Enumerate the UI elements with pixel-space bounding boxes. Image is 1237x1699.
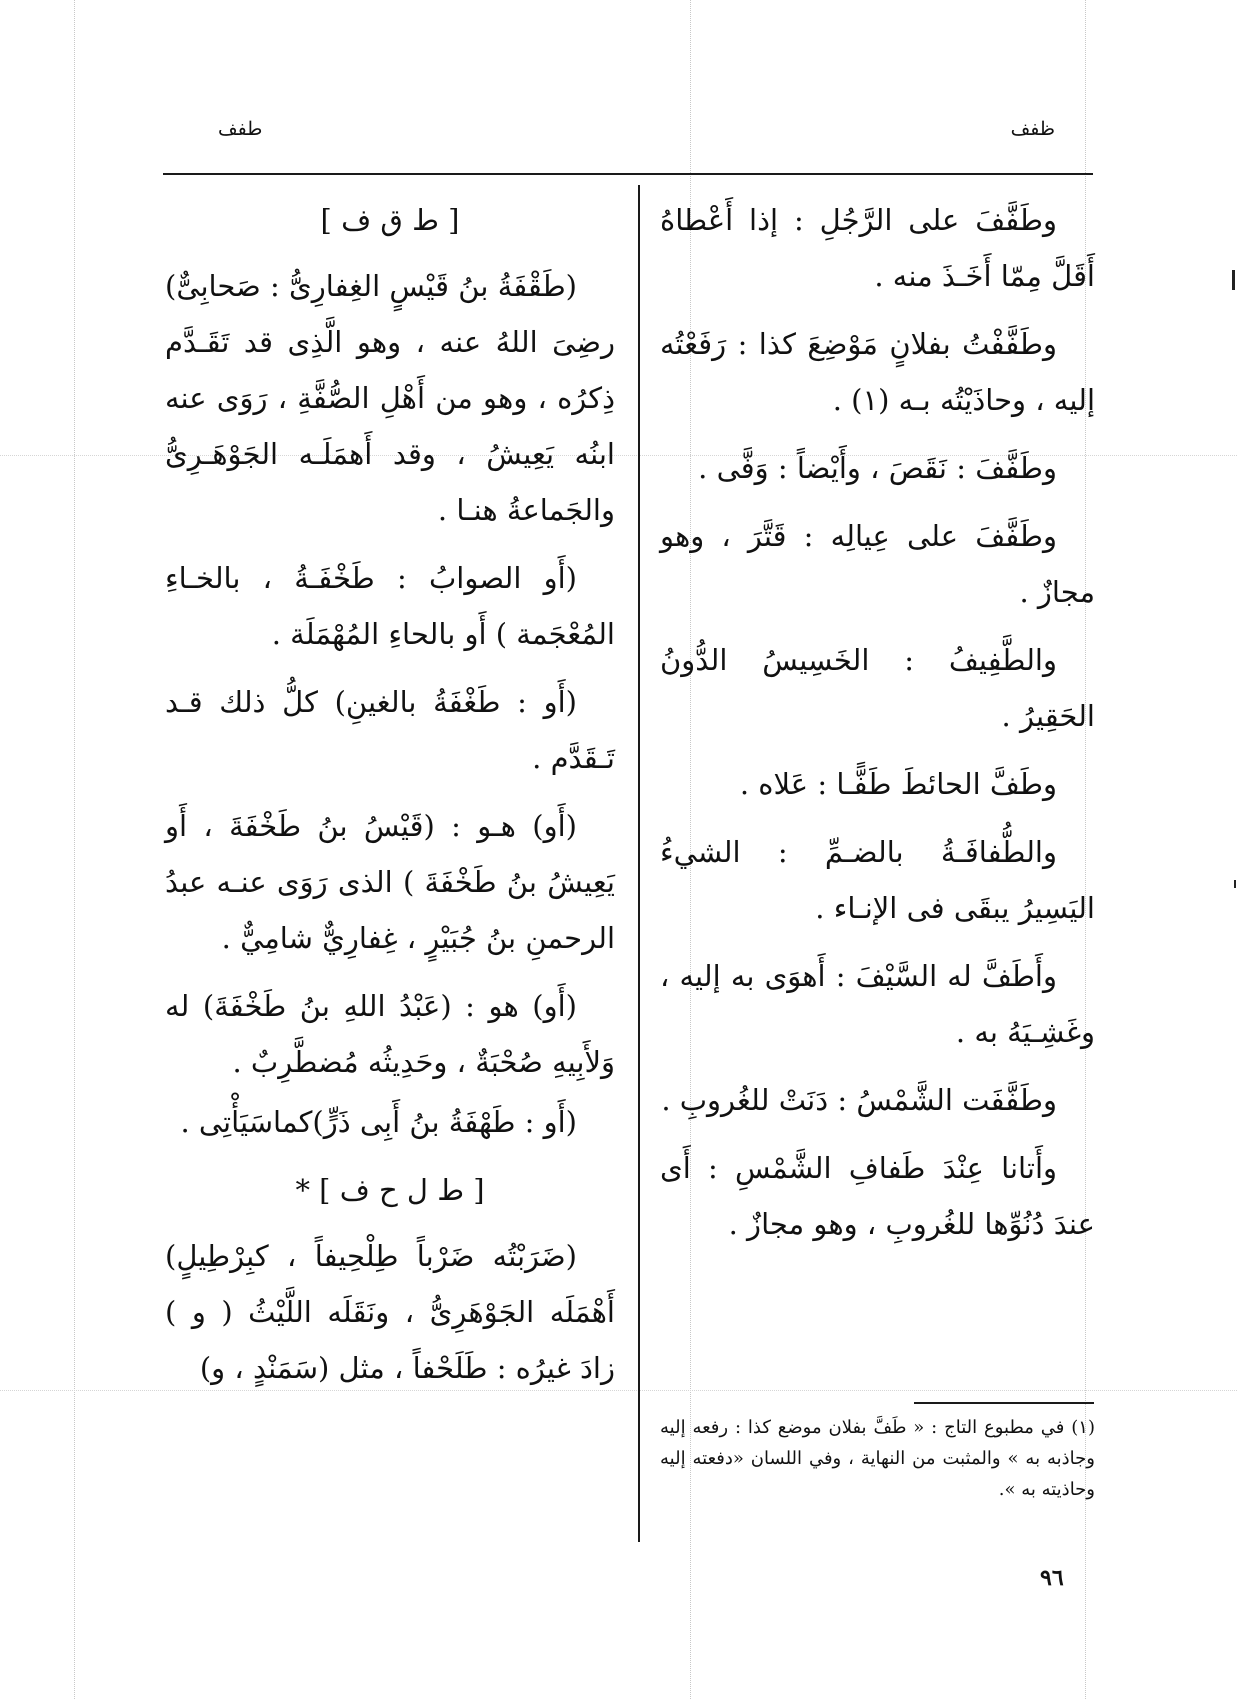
right-column bbox=[660, 192, 1095, 1264]
entry-paragraph: (أَو) هو : (عَبْدُ اللهِ بنُ طَخْفَةَ) له وَلأَبِيهِ صُحْبَةٌ ، وحَدِيثُه مُضطَّرِبٌ . bbox=[165, 989, 615, 1079]
entry-paragraph: وطَفَّفَ على الرَّجُلِ : إذا أَعْطاهُ أَقَلَّ مِمّا أَخَـذَ منه . bbox=[660, 203, 1095, 293]
scan-edge-mark bbox=[1232, 270, 1235, 290]
entry-paragraph: والطُّفافَـةُ بالضـمِّ : الشيءُ اليَسِيرُ يبقَى فى الإنـاء . bbox=[660, 835, 1095, 925]
entry-paragraph: (ضَرَبْتُه ضَرْباً طِلْحِيفاً ، كبِرْطِيلٍ) أَهْمَلَه الجَوْهَرِىُّ ، ونَقَلَه اللَّيْثُ ( و ) زادَ غيرُه : طَلَحْفاً ، مثل (سَمَنْدٍ ، و) bbox=[165, 1239, 615, 1385]
entry-paragraph: وطَفَّ الحائطَ طَفًّـا : عَلاه . bbox=[739, 767, 1057, 801]
footnote: (١) في مطبوع التاج : « طَفَّ بفلان موضع كذا : رفعه إليه وجاذبه به » والمثبت من النهاية ، وفي اللسان «دفعته إليه وحاذيته به ». bbox=[660, 1417, 1095, 1500]
entry-paragraph: وطَفَّفَت الشَّمْسُ : دَنَتْ للغُروبِ . bbox=[661, 1083, 1057, 1117]
running-header-left: طفف bbox=[218, 118, 263, 140]
entry-paragraph: وطَفَّفَ : نَقَصَ ، وأَيْضاً : وَفَّى . bbox=[698, 451, 1057, 485]
left-column bbox=[165, 192, 615, 1408]
column-separator bbox=[638, 185, 640, 1542]
page-number: ٩٦ bbox=[1040, 1565, 1064, 1591]
entry-paragraph: (أَو : طَغْفَةُ بالغينِ) كلُّ ذلك قـد تَـقَدَّم . bbox=[165, 685, 615, 775]
section-heading: [ ط ق ف ] bbox=[320, 203, 460, 237]
entry-paragraph: وأَتانا عِنْدَ طَفافِ الشَّمْسِ : أَى عندَ دُنُوِّها للغُروبِ ، وهو مجازٌ . bbox=[660, 1151, 1095, 1241]
footnote-rule bbox=[914, 1402, 1094, 1404]
entry-paragraph: وطَفَّفَ على عِيالِه : قَتَّرَ ، وهو مجازٌ . bbox=[660, 519, 1095, 609]
running-header-right: ظفف bbox=[1010, 118, 1055, 140]
header-rule bbox=[163, 173, 1093, 175]
entry-paragraph: وأَطَفَّ له السَّيْفَ : أَهوَى به إليه ، وغَشِـيَهُ به . bbox=[660, 959, 1095, 1049]
scan-edge-mark bbox=[1234, 880, 1236, 888]
scan-guide-line bbox=[74, 0, 75, 1699]
entry-paragraph: (أَو الصوابُ : طَخْفَـةُ ، بالخـاءِ المُعْجَمة ) أَو بالحاءِ المُهْمَلَة . bbox=[165, 561, 615, 651]
entry-paragraph: (أَو) هـو : (قَيْسُ بنُ طَخْفَةَ ، أَو يَعِيشُ بنُ طَخْفَةَ ) الذى رَوَى عنـه عبدُ الرحمنِ بنُ جُبَيْرٍ ، غِفارِيٌّ شامِيٌّ . bbox=[165, 809, 615, 955]
entry-paragraph: والطَّفِيفُ : الخَسِيسُ الدُّونُ الحَقِيرُ . bbox=[660, 643, 1095, 733]
section-heading: [ ط ل ح ف ] * bbox=[165, 1162, 615, 1218]
entry-paragraph: (أَو : طَهْفَةُ بنُ أَبِى ذَرٍّ)كماسَيَأْتِى . bbox=[180, 1105, 577, 1139]
entry-paragraph: وطَفَّفْتُ بفلانٍ مَوْضِعَ كذا : رَفَعْتُه إليه ، وحاذَيْتُه بـه (١) . bbox=[660, 327, 1095, 417]
entry-paragraph: (طَقْفَةُ بنُ قَيْسٍ الغِفارِىُّ : صَحابِىٌّ) رضِىَ اللهُ عنه ، وهو الَّذِى قد تَقَـدَّم ذِكرُه ، وهو من أَهْلِ الصُّفَّةِ ، رَوَى عنه ابنُه يَعِيشُ ، وقد أَهمَلَـه الجَوْهَـرِىُّ والجَماعةُ هنـا . bbox=[165, 269, 615, 527]
